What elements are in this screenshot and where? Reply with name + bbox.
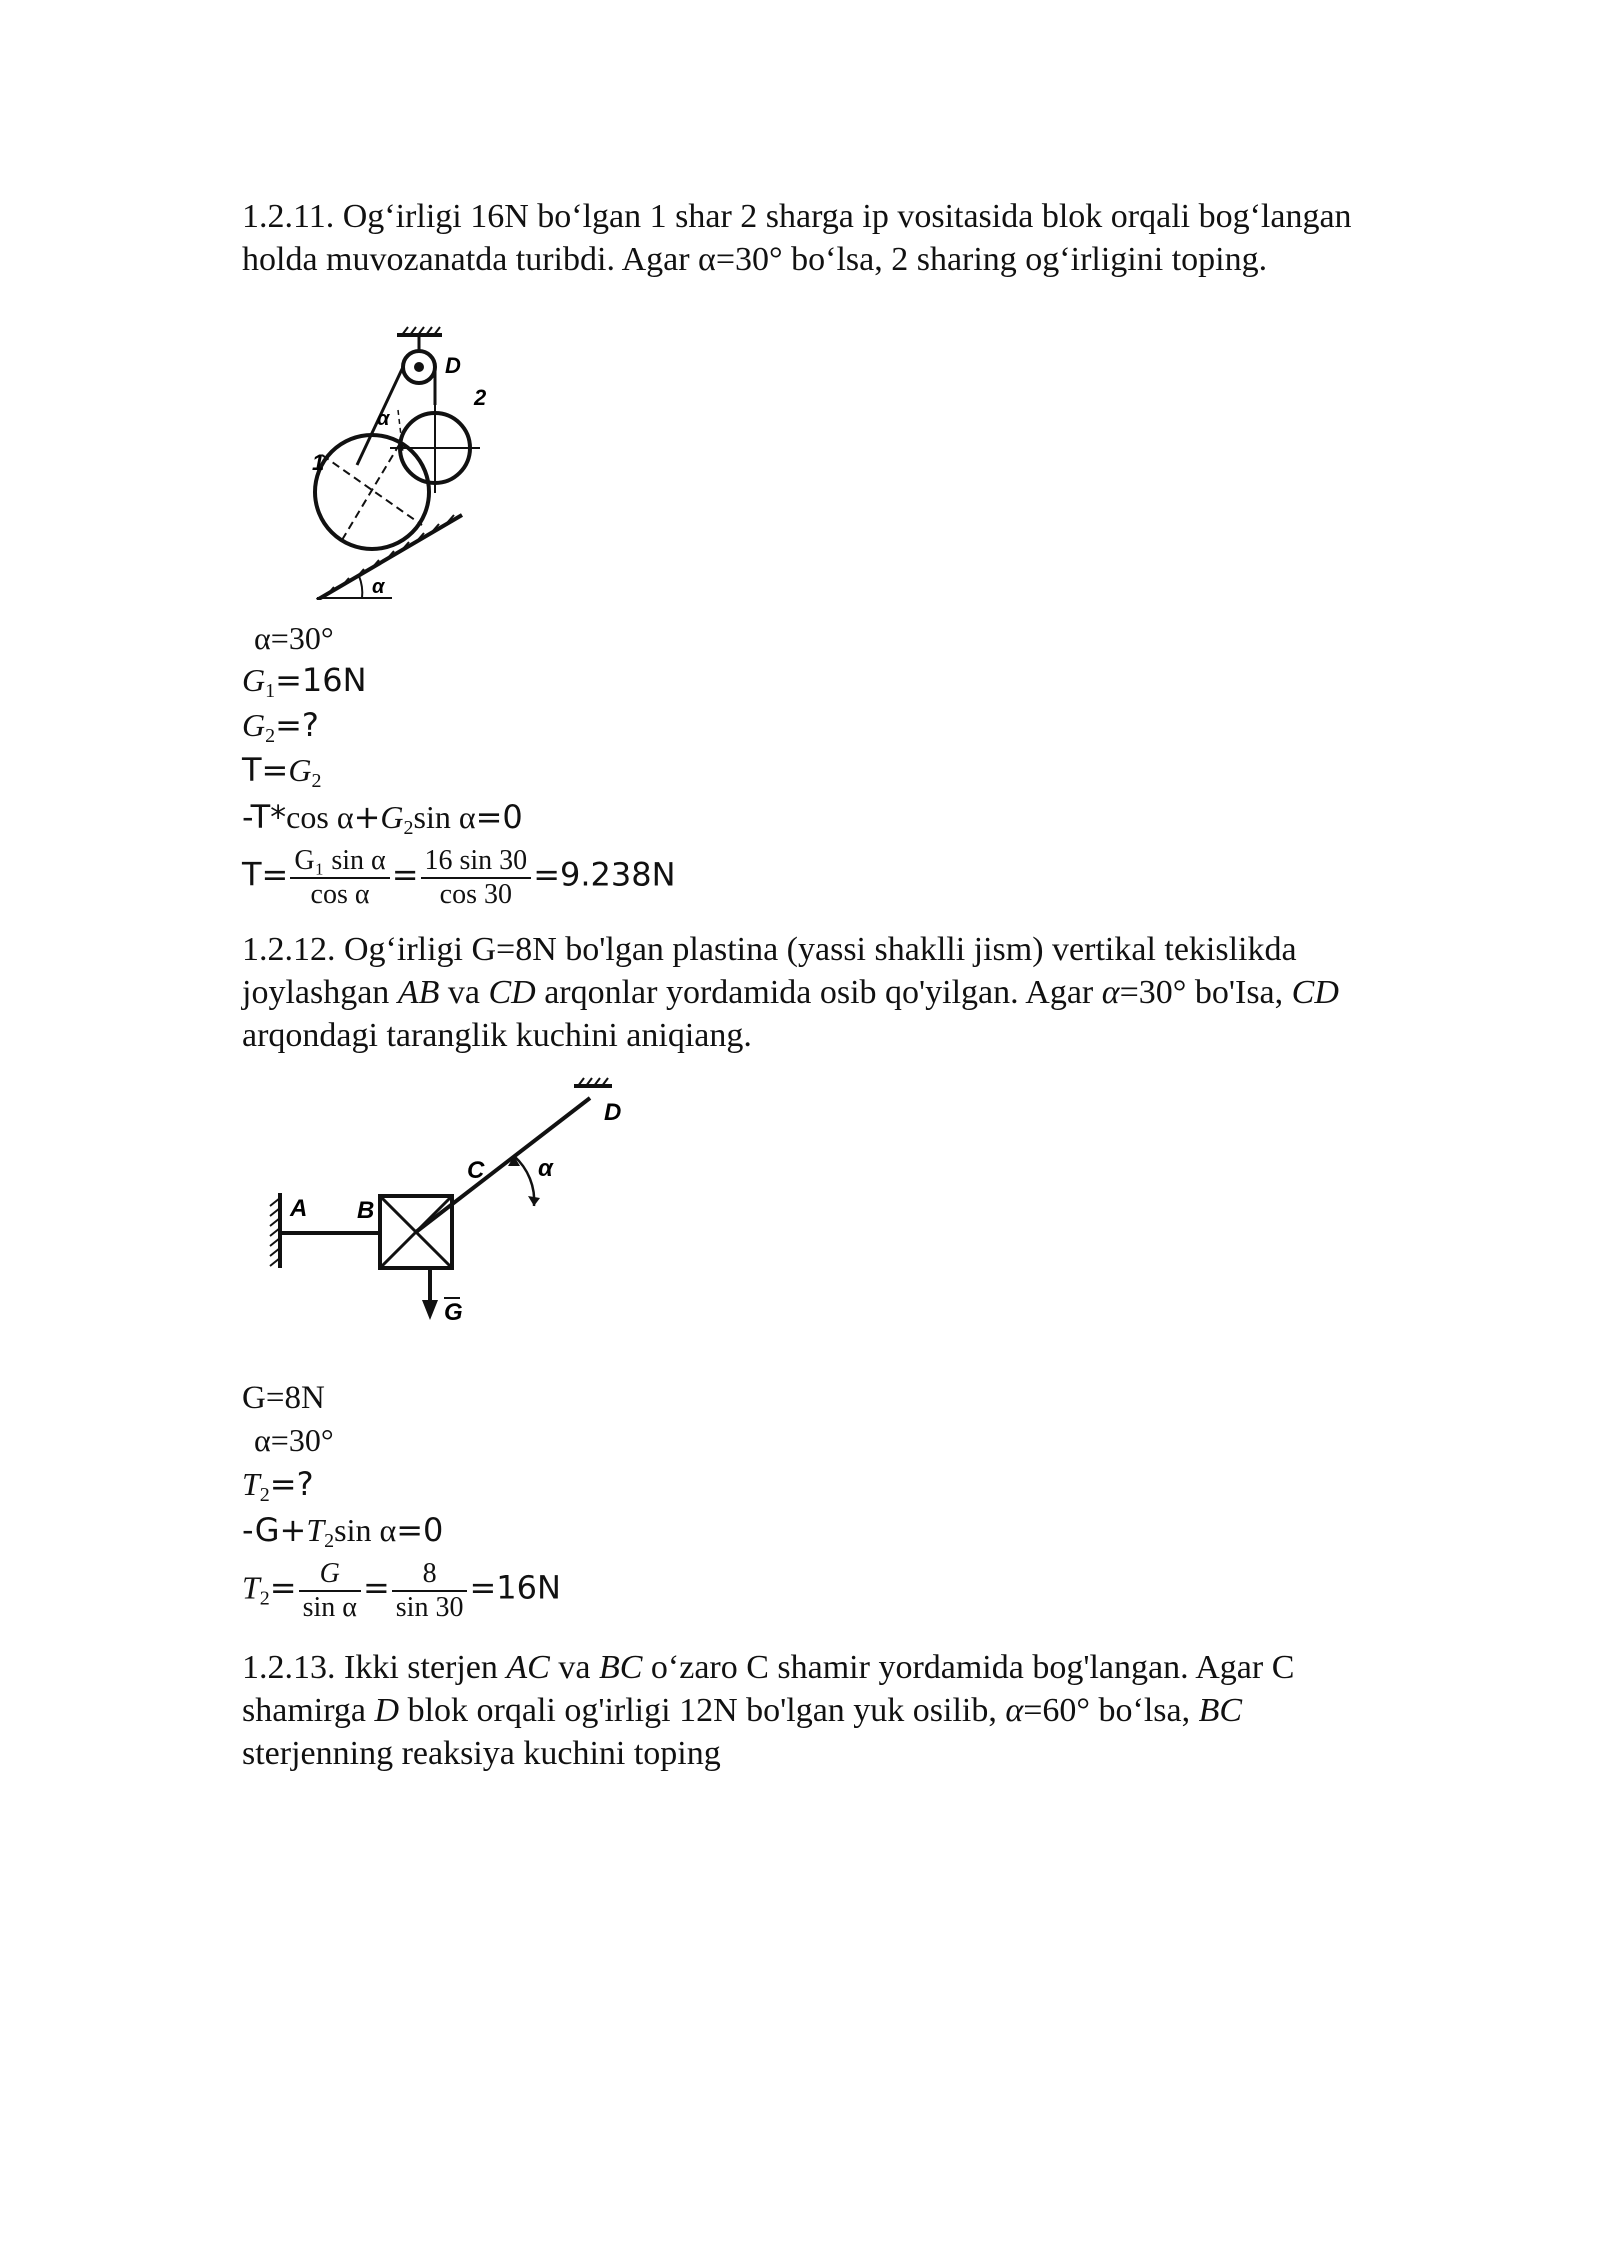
p2-text-b: va (439, 974, 489, 1011)
p3-alpha: α (1005, 1692, 1024, 1729)
label-c: C (467, 1157, 485, 1184)
p2-sol-sub: 2 (259, 1587, 270, 1610)
p3-bc-2: BC (1198, 1692, 1243, 1729)
p3-bc-1: BC (598, 1649, 643, 1686)
p2-t-val: =? (269, 1465, 314, 1503)
p1-eq-a: -T* (242, 798, 287, 836)
p2-frac1-num: G (299, 1558, 361, 1592)
p1-g2-sym: G (242, 707, 266, 743)
p1-eq-sub: 2 (403, 817, 414, 839)
p1-fraction-1 (290, 845, 389, 911)
p3-text-b: va (549, 1649, 599, 1686)
p2-fraction-2 (392, 1558, 468, 1624)
p1-eq-g: G (380, 799, 404, 835)
problem-1-figure (262, 325, 562, 600)
p3-ac: AC (506, 1649, 550, 1686)
p1-frac2-num: 16 sin 30 (421, 845, 532, 879)
p2-equation (242, 1510, 443, 1561)
label-alpha-bottom: α (372, 576, 385, 598)
p1-g2-sub: 2 (265, 725, 276, 747)
p2-frac2-num: 8 (392, 1558, 468, 1592)
p2-text-d: =30° bo'Isa, (1119, 974, 1292, 1011)
p1-g1-val: =16N (275, 661, 367, 699)
label-alpha: α (538, 1155, 553, 1182)
p1-frac1-den: cos α (310, 879, 370, 910)
problem-1-text: 1.2.11. Og‘irligi 16N bo‘lgan 1 shar 2 sharga ip vositasida blok orqali bog‘langan holda muvozanatda turibdi. Agar α=30° bo‘lsa, 2 sharing og‘irligini toping. (242, 198, 1352, 278)
p2-given-t (242, 1464, 314, 1515)
p1-equation (242, 797, 523, 848)
p2-eq-a: -G+ (242, 1511, 307, 1549)
p2-eq-end: =0 (396, 1511, 444, 1549)
p1-t-sub: 2 (311, 770, 322, 792)
label-a: A (290, 1195, 308, 1222)
p2-sol-t: T (242, 1569, 260, 1606)
problem-2-text (242, 928, 1392, 1057)
p1-g1-sym: G (242, 662, 266, 698)
p2-ab: AB (397, 974, 440, 1011)
p2-text-e: arqondagi taranglik kuchini aniqiang. (242, 1017, 752, 1054)
p1-eq-plus: + (353, 798, 381, 836)
p1-frac2-den: cos 30 (439, 879, 512, 910)
p2-frac1-den: sin α (302, 1592, 357, 1623)
p2-text-a: 1.2.12. Og‘irligi G=8N bo'lgan plastina (yassi shaklli jism) vertikal tekislikda joylashgan (242, 931, 1297, 1011)
p1-given-g1 (242, 660, 367, 711)
p2-sol-eq2: = (362, 1568, 390, 1607)
p2-alpha: α (1101, 974, 1120, 1011)
p3-text-c: o‘zaro C shamir yordamida bog'langan. Agar C shamirga (242, 1649, 1295, 1729)
p1-given-g2 (242, 705, 319, 756)
p3-text-a: 1.2.13. Ikki sterjen (242, 1649, 507, 1686)
p1-sol-eq: = (391, 855, 419, 894)
label-d: D (445, 353, 461, 378)
p3-d: D (374, 1692, 400, 1729)
p2-eq-sub: 2 (324, 1530, 335, 1552)
p1-eq-end: =0 (475, 798, 523, 836)
label-b: B (357, 1197, 375, 1224)
p1-g1-sub: 1 (265, 680, 276, 702)
p1-t-sym: G (288, 752, 312, 788)
p1-fraction-2 (421, 845, 532, 911)
p1-sol-result: =9.238N (533, 855, 676, 894)
p2-frac2-den: sin 30 (395, 1592, 464, 1623)
problem-3-text (242, 1646, 1392, 1775)
p2-cd-1: CD (488, 974, 536, 1011)
label-g: G (444, 1299, 463, 1326)
p1-t-equals (242, 750, 321, 801)
p2-eq-t: T (306, 1512, 325, 1548)
p3-text-f: sterjenning reaksiya kuchini toping (242, 1735, 721, 1772)
p2-eq-sin: sin α (334, 1512, 397, 1548)
problem-2-figure (252, 1068, 652, 1338)
p1-frac1-num: G₁ sin α (290, 845, 389, 879)
p1-given-alpha: α=30° (254, 620, 334, 656)
p2-given-g: G=8N (242, 1380, 325, 1416)
p1-solution (242, 845, 676, 911)
p1-t-prefix: T= (242, 751, 289, 789)
p2-fraction-1 (299, 1558, 361, 1624)
p2-solution (242, 1558, 561, 1624)
p2-t-sym: T (242, 1466, 260, 1502)
label-1: 1 (312, 450, 325, 475)
p1-g2-val: =? (275, 706, 319, 744)
p2-cd-2: CD (1291, 974, 1339, 1011)
p3-text-d: blok orqali og'irligi 12N bo'lgan yuk osilib, (399, 1692, 1006, 1729)
p2-sol-eq: = (269, 1568, 297, 1607)
p2-text-c: arqonlar yordamida osib qo'yilgan. Agar (535, 974, 1102, 1011)
p1-eq-sin: sin α (413, 799, 476, 835)
label-d: D (604, 1099, 622, 1126)
p2-t-sub: 2 (259, 1484, 270, 1506)
p1-sol-prefix: T= (242, 855, 289, 894)
label-alpha-top: α (377, 408, 390, 430)
p2-sol-result: =16N (469, 1568, 561, 1607)
label-2: 2 (474, 385, 487, 410)
p3-text-e: =60° bo‘lsa, (1023, 1692, 1199, 1729)
p2-given-alpha: α=30° (254, 1422, 334, 1458)
p1-eq-cos: cos α (286, 799, 354, 835)
